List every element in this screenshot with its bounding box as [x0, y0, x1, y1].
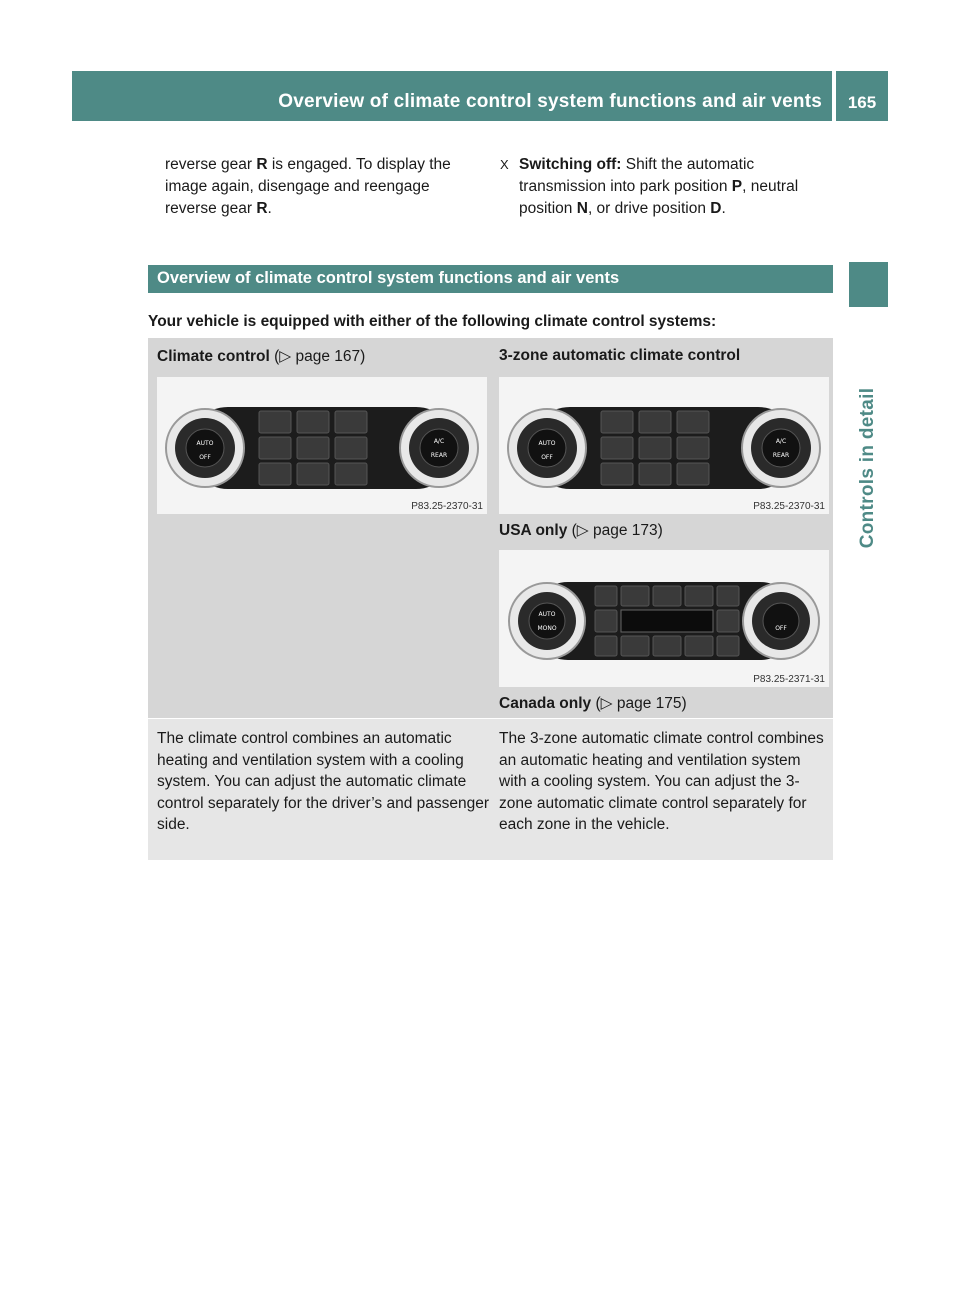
col1-heading: Climate control (▷ page 167) [157, 348, 366, 365]
svg-text:AUTO: AUTO [538, 611, 556, 618]
bullet-arrow-icon: X [500, 157, 509, 172]
section-title: Overview of climate control system functions and air vents [157, 269, 620, 287]
usa-caption: USA only (▷ page 173) [499, 522, 663, 539]
svg-text:OFF: OFF [775, 625, 787, 632]
climate-panel-illustration [499, 377, 829, 514]
section-heading-bar [148, 265, 833, 293]
col2-heading: 3-zone automatic climate control [499, 347, 741, 364]
svg-text:AUTO: AUTO [196, 440, 214, 447]
header-title: Overview of climate control system functions and air vents [278, 91, 822, 112]
climate-panel-photo-b [499, 377, 829, 514]
right-paragraph: X Switching off: Shift the automatic transmission into park position P, neutral position N, or drive position D. [500, 156, 799, 217]
header-bar [72, 71, 832, 121]
svg-text:MONO: MONO [537, 625, 557, 632]
photo-code-a: P83.25-2370-31 [411, 501, 483, 512]
photo-code-c: P83.25-2371-31 [753, 674, 825, 685]
col1-description: The climate control combines an automatic heating and ventilation system with a cooling system. You can adjust the automatic climate control separately for the driver’s and passenger side. [157, 730, 490, 833]
col2-description: The 3-zone automatic climate control combines an automatic heating and ventilation system with a cooling system. You can adjust the 3-zone automatic climate control separately for each zone in the vehicle. [499, 730, 824, 833]
intro-text: Your vehicle is equipped with either of the following climate control systems: [148, 313, 717, 330]
climate-panel-illustration [157, 377, 487, 514]
svg-text:OFF: OFF [199, 454, 211, 461]
svg-text:A/C: A/C [775, 438, 787, 445]
svg-text:AUTO: AUTO [538, 440, 556, 447]
page-number-box [836, 71, 888, 121]
svg-text:A/C: A/C [433, 438, 445, 445]
climate-panel-photo-c [499, 550, 829, 687]
climate-panel-photo-a [157, 377, 487, 514]
left-paragraph: reverse gear R is engaged. To display the image again, disengage and reengage reverse gear R. [165, 156, 451, 217]
svg-text:OFF: OFF [541, 454, 553, 461]
page-number: 165 [847, 93, 877, 112]
svg-text:REAR: REAR [772, 452, 790, 459]
photo-code-b: P83.25-2370-31 [753, 501, 825, 512]
canada-caption: Canada only (▷ page 175) [499, 695, 687, 712]
climate-panel-illustration-canada [499, 550, 829, 687]
svg-text:REAR: REAR [430, 452, 448, 459]
side-tab [849, 262, 888, 307]
side-label-text: Controls in detail [857, 387, 878, 549]
